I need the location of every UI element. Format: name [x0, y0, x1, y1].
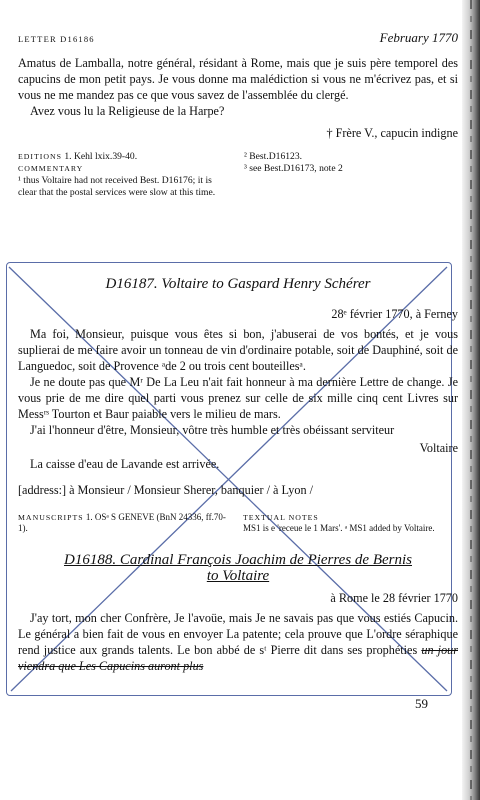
- letter-d16187-paragraph-3: J'ai l'honneur d'être, Monsieur, vôtre très humble et très obéissant serviteur: [30, 423, 395, 437]
- letter-d16188-place-date: à Rome le 28 février 1770: [330, 591, 458, 605]
- prev-letter-paragraph-2: Avez vous lu la Religieuse de la Harpe?: [30, 104, 225, 118]
- prev-letter-signature: † Frère V., capucin indigne: [326, 126, 458, 140]
- scan-edge-shadow: [462, 0, 480, 800]
- letter-d16187-place-date: 28ᵉ février 1770, à Ferney: [331, 307, 458, 321]
- letter-d16187-address: [address:] à Monsieur / Monsieur Sherer, banquier / à Lyon /: [18, 483, 313, 497]
- editions-text: 1. Kehl lxix.39-40.: [64, 151, 138, 162]
- textual-notes-column: [243, 512, 458, 534]
- notes-left-column: [18, 151, 232, 199]
- notes-right-column: [244, 151, 458, 199]
- textual-notes-label: TEXTUAL NOTES: [243, 513, 319, 522]
- running-header: [18, 30, 458, 47]
- prev-letter-paragraph-1: Amatus de Lamballa, notre général, résidant à Rome, mais que je suis père temporel des capucins de mon petit pays. Je vous donne ma malédiction si vous ne m'écrivez pas, et si vous ne me mandez pas ce que vous savez de l'assemblée du clergé.: [18, 56, 458, 102]
- editions-label: EDITIONS: [18, 152, 62, 161]
- commentary-text: ¹ thus Voltaire had not received Best. D16176; it is clear that the postal services were slow at this time.: [18, 175, 216, 198]
- letter-d16187-paragraph-2: Je ne doute pas que Mʳ De La Leu n'ait fait honneur à ma dernière Lettre de change. Je vous prie de me dire quel parti vous prenez sur celle de six mille cinq cent Livres sur Messʳˢ Tourton et Baur paiable vers le milieu de mars.: [18, 375, 458, 421]
- letter-d16188-paragraph-1: [18, 610, 458, 674]
- commentary-label: COMMENTARY: [18, 164, 84, 173]
- header-date: February 1770: [379, 30, 458, 45]
- manuscripts-text: 1. OSᵃ S GENEVE (BnN 24336, ff.70-1).: [18, 512, 226, 533]
- letter-d16188-title: [18, 552, 458, 584]
- textual-notes-text: MS1 is e 'receue le 1 Mars'. ᵃ MS1 added by Voltaire.: [243, 523, 435, 533]
- letter-d16188-struck-text: un jour viendra que Les Capucins auront plus: [18, 643, 458, 673]
- letter-d16188-title-line-1: D16188. Cardinal François Joachim de Pierres de Bernis: [63, 552, 412, 568]
- note-2: ² Best.D16123.: [244, 151, 303, 162]
- letter-d16187-title: D16187. Voltaire to Gaspard Henry Schérer: [105, 276, 371, 292]
- letter-d16187-notes: [18, 512, 458, 534]
- prev-letter-notes: [18, 151, 458, 199]
- note-3: ³ see Best.D16173, note 2: [244, 163, 343, 174]
- letter-d16188-title-line-2: to Voltaire: [206, 568, 270, 584]
- page-number: 59: [415, 696, 428, 711]
- letter-section: [18, 270, 458, 674]
- letter-id: LETTER D16186: [18, 34, 95, 44]
- letter-d16187-signature: Voltaire: [419, 441, 458, 455]
- letter-d16187-postscript: La caisse d'eau de Lavande est arrivée.: [30, 457, 220, 471]
- letter-d16187-paragraph-1: Ma foi, Monsieur, puisque vous êtes si bon, j'abuserai de vos bontés, et je vous suplierai de me faire avoir un tonneau de vin d'ordinaire potable, soit de Dauphiné, soit de Languedoc, soit de Provence ᵃde 2 ou trois cent bouteillesᵃ.: [18, 327, 458, 373]
- manuscripts-label: MANUSCRIPTS: [18, 513, 84, 522]
- manuscripts-column: [18, 512, 233, 534]
- document-page: [18, 30, 458, 199]
- letter-d16188-paragraph-text: J'ay tort, mon cher Confrère, Je l'avoüe, mais Je ne savais pas que vous estiés Capucin. Le général a bien fait de vous en envoyer La patente; cela prouve que L'ordre séraphique rend justice aux grands talents. Le bon abbé de sᵗ Pierre dit dans ses prophéties: [18, 611, 458, 657]
